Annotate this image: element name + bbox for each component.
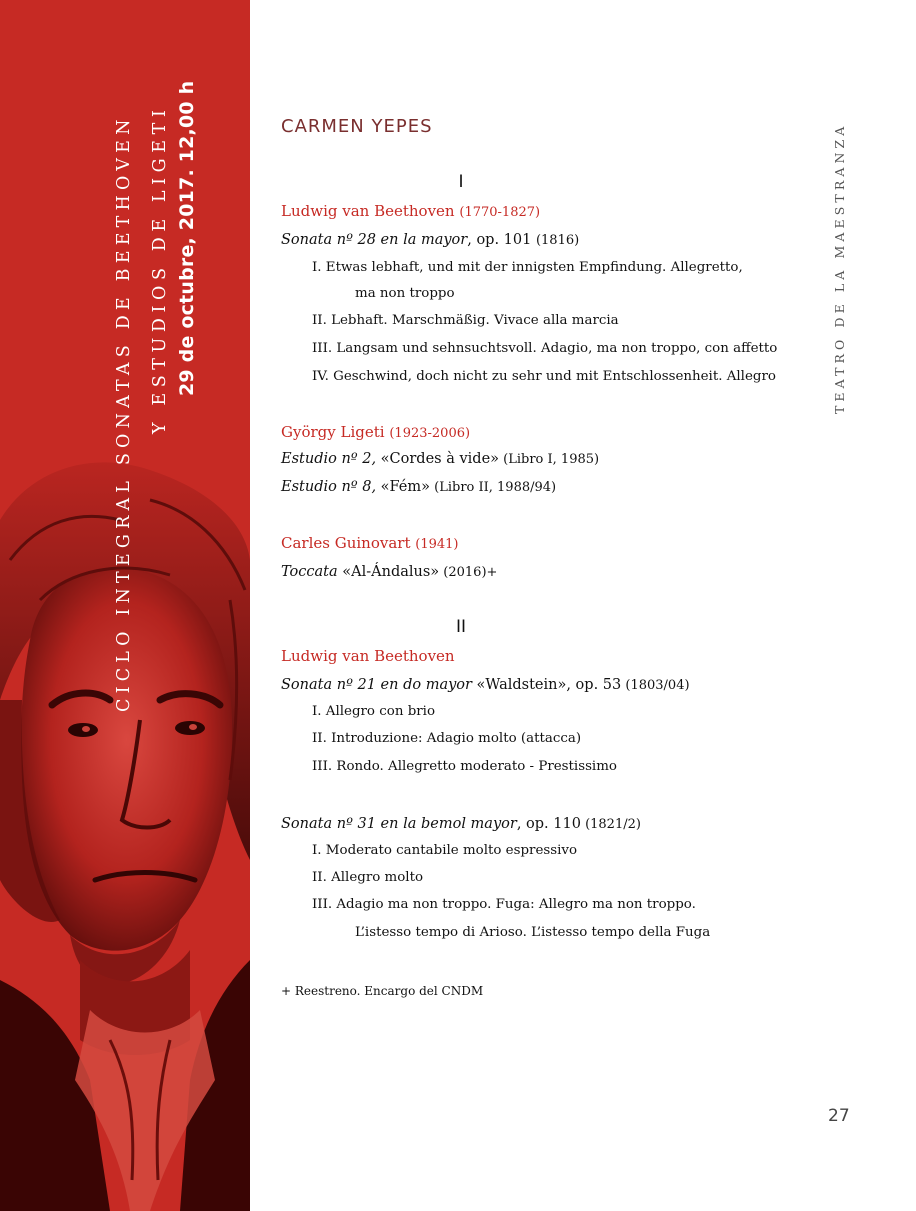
composer-heading bbox=[281, 201, 540, 223]
work-title bbox=[281, 814, 641, 835]
movement-line: III. Langsam und sehnsuchtsvoll. Adagio, ma non troppo, con affetto bbox=[312, 341, 778, 356]
composer-name: Carles Guinovart bbox=[281, 534, 411, 552]
performer-name: CARMEN YEPES bbox=[281, 116, 433, 137]
part-one-numeral: I bbox=[458, 172, 464, 192]
work-title bbox=[281, 675, 690, 696]
composer-name: György Ligeti bbox=[281, 423, 385, 441]
composer-name: Ludwig van Beethoven bbox=[281, 202, 455, 220]
part-two-numeral: II bbox=[455, 617, 467, 637]
concert-date: 29 de octubre, 2017. 12,00 h bbox=[176, 80, 198, 396]
venue-label: TEATRO DE LA MAESTRANZA bbox=[832, 122, 847, 414]
movement-line: I. Allegro con brio bbox=[312, 704, 436, 719]
work-title bbox=[281, 477, 556, 498]
movement-line: III. Rondo. Allegretto moderato - Prestissimo bbox=[312, 759, 617, 774]
cycle-title-line1: CICLO INTEGRAL SONATAS DE BEETHOVEN bbox=[114, 114, 134, 712]
side-band bbox=[0, 0, 250, 1211]
movement-line: I. Moderato cantabile molto espressivo bbox=[312, 843, 578, 858]
cycle-title-line2: Y ESTUDIOS DE LIGETI bbox=[150, 104, 170, 434]
composer-heading bbox=[281, 533, 459, 555]
composer-years: (1941) bbox=[415, 537, 459, 552]
composer-years: (1923-2006) bbox=[389, 426, 471, 441]
work-title-italic: Sonata nº 28 en la mayor bbox=[281, 232, 468, 248]
work-title-italic: Estudio nº 2, bbox=[281, 451, 377, 467]
footnote: + Reestreno. Encargo del CNDM bbox=[281, 984, 484, 998]
work-info: (Libro I, 1985) bbox=[499, 452, 600, 467]
work-year: (1821/2) bbox=[580, 817, 641, 832]
work-year: (1816) bbox=[535, 233, 580, 248]
movement-line: IV. Geschwind, doch nicht zu sehr und mit Entschlossenheit. Allegro bbox=[312, 369, 776, 384]
work-name: «Fém» bbox=[376, 479, 431, 495]
work-title bbox=[281, 230, 579, 251]
composer-name: Ludwig van Beethoven bbox=[281, 647, 455, 665]
movement-line: II. Introduzione: Adagio molto (attacca) bbox=[312, 731, 582, 746]
movement-line-continued: ma non troppo bbox=[355, 286, 455, 301]
composer-heading bbox=[281, 422, 470, 444]
movement-line: I. Etwas lebhaft, und mit der innigsten Empfindung. Allegretto, bbox=[312, 260, 743, 275]
work-opus: , op. 110 bbox=[516, 816, 581, 832]
work-title-italic: Sonata nº 31 en la bemol mayor bbox=[281, 816, 517, 832]
work-name: «Cordes à vide» bbox=[376, 451, 500, 467]
work-title-italic: Sonata nº 21 en do mayor bbox=[281, 677, 472, 693]
work-title-italic: Estudio nº 8, bbox=[281, 479, 377, 495]
work-opus: , op. 101 bbox=[467, 232, 532, 248]
movement-line: II. Allegro molto bbox=[312, 870, 424, 885]
page-number: 27 bbox=[828, 1106, 850, 1126]
movement-line-continued: L’istesso tempo di Arioso. L’istesso tempo della Fuga bbox=[355, 925, 711, 940]
composer-years: (1770-1827) bbox=[459, 205, 541, 220]
work-name: «Al-Ándalus» bbox=[337, 564, 440, 580]
work-title bbox=[281, 449, 599, 470]
work-title-italic: Toccata bbox=[281, 564, 338, 580]
movement-line: III. Adagio ma non troppo. Fuga: Allegro ma non troppo. bbox=[312, 897, 696, 912]
side-band-text bbox=[0, 0, 250, 1211]
movement-line: II. Lebhaft. Marschmäßig. Vivace alla marcia bbox=[312, 313, 619, 328]
work-info: (Libro II, 1988/94) bbox=[430, 480, 557, 495]
work-info: (2016)+ bbox=[439, 565, 498, 580]
work-year: (1803/04) bbox=[621, 678, 690, 693]
work-name: «Waldstein», op. 53 bbox=[471, 677, 622, 693]
work-title bbox=[281, 562, 497, 583]
